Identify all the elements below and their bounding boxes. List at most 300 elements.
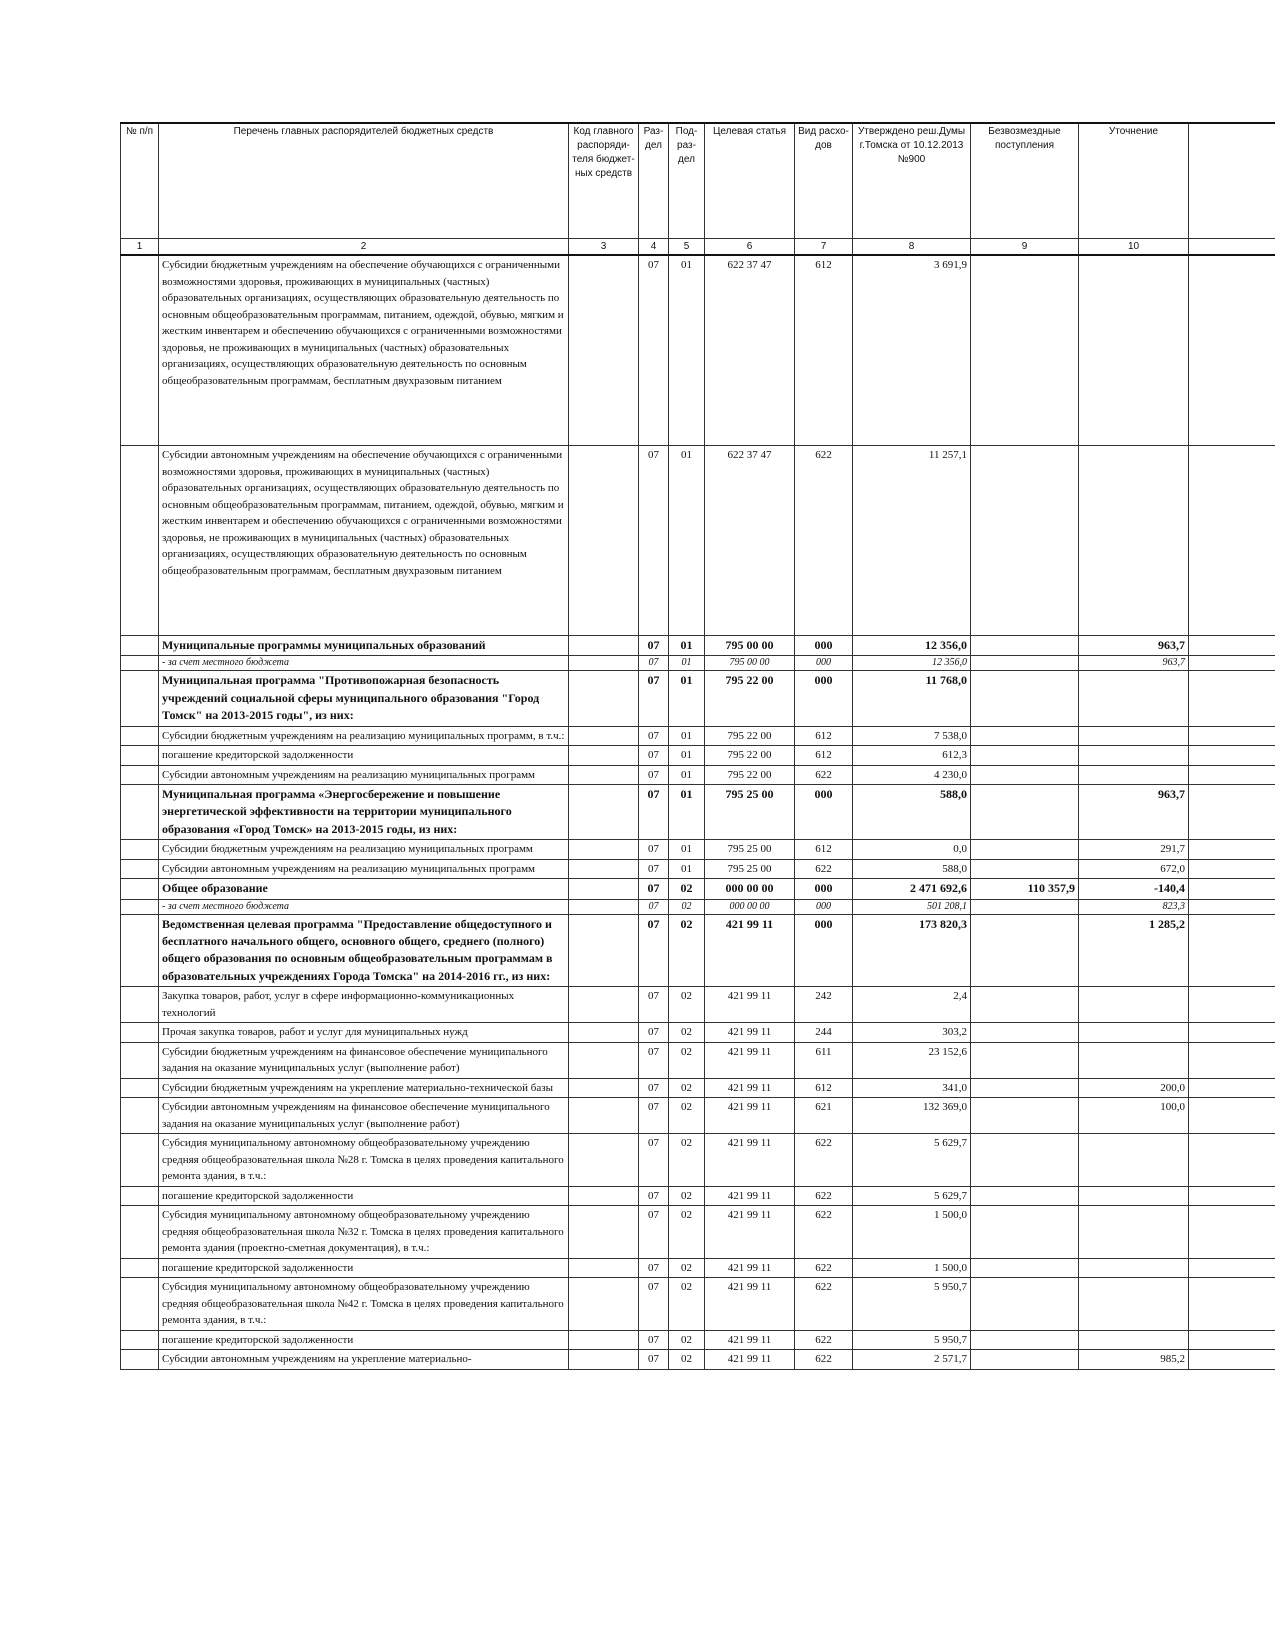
row-clarify: 100,0	[1079, 1098, 1189, 1134]
row-podrazdel: 02	[669, 1042, 705, 1078]
row-number	[121, 656, 159, 671]
row-podrazdel: 02	[669, 1258, 705, 1278]
row-number	[121, 726, 159, 746]
row-article: 795 25 00	[705, 840, 795, 860]
column-number: 6	[705, 239, 795, 256]
row-approved: 1 500,0	[853, 1206, 971, 1259]
row-number	[121, 840, 159, 860]
budget-table	[120, 122, 1275, 1370]
row-grants	[971, 671, 1079, 726]
row-approved: 3 691,9	[853, 255, 971, 446]
row-clarify	[1079, 1258, 1189, 1278]
row-podrazdel: 01	[669, 785, 705, 840]
row-number	[121, 636, 159, 656]
row-podrazdel: 02	[669, 1350, 705, 1370]
row-number	[121, 446, 159, 636]
row-razdel: 07	[639, 1278, 669, 1331]
column-number: 10	[1079, 239, 1189, 256]
row-approved: 11 768,0	[853, 671, 971, 726]
row-article: 000 00 00	[705, 879, 795, 899]
row-article: 795 22 00	[705, 726, 795, 746]
row-razdel: 07	[639, 765, 669, 785]
row-name: Субсидии бюджетным учреждениям на укрепление материально-технической базы	[159, 1078, 569, 1098]
row-razdel: 07	[639, 1330, 669, 1350]
row-grants	[971, 785, 1079, 840]
table-row	[121, 1078, 1275, 1098]
row-approved: 303,2	[853, 1023, 971, 1043]
row-vid: 612	[795, 840, 853, 860]
row-podrazdel: 02	[669, 1023, 705, 1043]
row-clarify	[1079, 446, 1189, 636]
row-number	[121, 1078, 159, 1098]
row-vid: 000	[795, 899, 853, 914]
row-vid: 612	[795, 746, 853, 766]
row-extra	[1189, 879, 1275, 899]
row-article: 421 99 11	[705, 1134, 795, 1187]
row-grants	[971, 1042, 1079, 1078]
row-vid: 622	[795, 446, 853, 636]
column-number: 5	[669, 239, 705, 256]
row-razdel: 07	[639, 636, 669, 656]
row-clarify	[1079, 1023, 1189, 1043]
row-number	[121, 1258, 159, 1278]
row-clarify: -140,4	[1079, 879, 1189, 899]
row-number	[121, 765, 159, 785]
column-number: 9	[971, 239, 1079, 256]
row-vid: 611	[795, 1042, 853, 1078]
column-number: 4	[639, 239, 669, 256]
row-extra	[1189, 671, 1275, 726]
row-podrazdel: 01	[669, 746, 705, 766]
row-vid: 622	[795, 1258, 853, 1278]
row-article: 421 99 11	[705, 1278, 795, 1331]
row-code	[569, 1278, 639, 1331]
row-vid: 244	[795, 1023, 853, 1043]
table-row	[121, 1098, 1275, 1134]
row-grants	[971, 446, 1079, 636]
row-vid: 622	[795, 1134, 853, 1187]
row-name: Субсидия муниципальному автономному общеобразовательному учреждению средняя общеобразовательная школа №32 г. Томска в целях проведения капитального ремонта здания (проектно-сметная документация), в т.ч.:	[159, 1206, 569, 1259]
row-number	[121, 1278, 159, 1331]
column-number-extra	[1189, 239, 1275, 256]
row-article: 795 22 00	[705, 671, 795, 726]
row-extra	[1189, 446, 1275, 636]
budget-document	[120, 122, 1275, 1650]
row-article: 795 25 00	[705, 785, 795, 840]
row-razdel: 07	[639, 1023, 669, 1043]
row-vid: 622	[795, 1186, 853, 1206]
header-approved: Утверждено реш.Думы г.Томска от 10.12.2013 №900	[853, 123, 971, 239]
row-vid: 000	[795, 671, 853, 726]
row-grants	[971, 899, 1079, 914]
row-number	[121, 879, 159, 899]
row-number	[121, 987, 159, 1023]
row-name: Закупка товаров, работ, услуг в сфере информационно-коммуникационных технологий	[159, 987, 569, 1023]
row-clarify	[1079, 255, 1189, 446]
row-name: Субсидии бюджетным учреждениям на реализацию муниципальных программ, в т.ч.:	[159, 726, 569, 746]
row-podrazdel: 02	[669, 1134, 705, 1187]
row-razdel: 07	[639, 726, 669, 746]
row-razdel: 07	[639, 1078, 669, 1098]
row-clarify	[1079, 1206, 1189, 1259]
row-podrazdel: 02	[669, 1078, 705, 1098]
row-code	[569, 899, 639, 914]
row-extra	[1189, 726, 1275, 746]
row-number	[121, 1023, 159, 1043]
row-name: Субсидии автономным учреждениям на обеспечение обучающихся с ограниченными возможностями здоровья, проживающих в муниципальных (частных) образовательных организациях, осуществляющих образовательную деятельность по основным общеобразовательным программам, питанием, одеждой, обувью, мягким и жестким инвентарем и обеспечению обучающихся с ограниченными возможностями здоровья, не проживающих в муниципальных (частных) образовательных организациях, осуществляющих образовательную деятельность по основным общеобразовательным программам, бесплатным двухразовым питанием	[159, 446, 569, 636]
row-razdel: 07	[639, 746, 669, 766]
header-name: Перечень главных распорядителей бюджетных средств	[159, 123, 569, 239]
column-number-row	[121, 239, 1275, 256]
row-approved: 23 152,6	[853, 1042, 971, 1078]
row-article: 421 99 11	[705, 1258, 795, 1278]
row-approved: 4 230,0	[853, 765, 971, 785]
row-clarify	[1079, 1134, 1189, 1187]
row-article: 421 99 11	[705, 1206, 795, 1259]
header-article: Целевая статья	[705, 123, 795, 239]
row-grants	[971, 1258, 1079, 1278]
row-razdel: 07	[639, 1042, 669, 1078]
row-number	[121, 785, 159, 840]
row-name: Субсидия муниципальному автономному общеобразовательному учреждению средняя общеобразовательная школа №42 г. Томска в целях проведения капитального ремонта здания, в т.ч.:	[159, 1278, 569, 1331]
row-approved: 588,0	[853, 859, 971, 879]
header-podrazdel: Под-раз-дел	[669, 123, 705, 239]
header-code: Код главного распоряди-теля бюджет-ных средств	[569, 123, 639, 239]
row-number	[121, 914, 159, 987]
row-extra	[1189, 899, 1275, 914]
row-extra	[1189, 987, 1275, 1023]
row-vid: 622	[795, 765, 853, 785]
row-approved: 173 820,3	[853, 914, 971, 987]
row-clarify: 672,0	[1079, 859, 1189, 879]
row-name: Субсидии автономным учреждениям на укрепление материально-	[159, 1350, 569, 1370]
table-row	[121, 726, 1275, 746]
row-clarify	[1079, 765, 1189, 785]
row-razdel: 07	[639, 1098, 669, 1134]
row-approved: 501 208,1	[853, 899, 971, 914]
row-name: Муниципальная программа "Противопожарная безопасность учреждений социальной сферы муниципального образования "Город Томск" на 2013-2015 годы", из них:	[159, 671, 569, 726]
row-vid: 612	[795, 726, 853, 746]
row-code	[569, 1330, 639, 1350]
table-row	[121, 899, 1275, 914]
row-grants	[971, 765, 1079, 785]
row-extra	[1189, 1186, 1275, 1206]
row-number	[121, 1042, 159, 1078]
row-code	[569, 1134, 639, 1187]
row-podrazdel: 01	[669, 765, 705, 785]
row-razdel: 07	[639, 1258, 669, 1278]
row-approved: 12 356,0	[853, 636, 971, 656]
row-podrazdel: 02	[669, 1098, 705, 1134]
row-article: 622 37 47	[705, 255, 795, 446]
row-grants	[971, 255, 1079, 446]
row-approved: 7 538,0	[853, 726, 971, 746]
row-podrazdel: 01	[669, 840, 705, 860]
row-extra	[1189, 785, 1275, 840]
row-razdel: 07	[639, 446, 669, 636]
row-article: 421 99 11	[705, 1023, 795, 1043]
row-article: 795 22 00	[705, 765, 795, 785]
row-article: 000 00 00	[705, 899, 795, 914]
row-extra	[1189, 656, 1275, 671]
column-number: 1	[121, 239, 159, 256]
row-grants	[971, 914, 1079, 987]
row-extra	[1189, 1330, 1275, 1350]
row-razdel: 07	[639, 879, 669, 899]
table-row	[121, 840, 1275, 860]
row-razdel: 07	[639, 1186, 669, 1206]
row-grants	[971, 1098, 1079, 1134]
row-extra	[1189, 1042, 1275, 1078]
row-vid: 000	[795, 785, 853, 840]
row-code	[569, 785, 639, 840]
row-approved: 612,3	[853, 746, 971, 766]
table-row	[121, 1186, 1275, 1206]
row-number	[121, 1350, 159, 1370]
row-article: 421 99 11	[705, 1350, 795, 1370]
row-clarify	[1079, 1278, 1189, 1331]
header-grants: Безвозмездные поступления	[971, 123, 1079, 239]
row-clarify	[1079, 671, 1189, 726]
row-grants	[971, 840, 1079, 860]
row-article: 795 00 00	[705, 636, 795, 656]
table-row	[121, 879, 1275, 899]
row-name: Прочая закупка товаров, работ и услуг для муниципальных нужд	[159, 1023, 569, 1043]
row-razdel: 07	[639, 656, 669, 671]
row-podrazdel: 01	[669, 859, 705, 879]
row-number	[121, 1330, 159, 1350]
row-article: 421 99 11	[705, 987, 795, 1023]
row-clarify	[1079, 1186, 1189, 1206]
row-extra	[1189, 1278, 1275, 1331]
table-row	[121, 785, 1275, 840]
row-podrazdel: 02	[669, 1206, 705, 1259]
row-grants	[971, 726, 1079, 746]
row-vid: 242	[795, 987, 853, 1023]
row-podrazdel: 02	[669, 914, 705, 987]
row-code	[569, 765, 639, 785]
header-num: № п/п	[121, 123, 159, 239]
table-row	[121, 255, 1275, 446]
row-podrazdel: 01	[669, 255, 705, 446]
row-name: - за счет местного бюджета	[159, 899, 569, 914]
row-podrazdel: 02	[669, 899, 705, 914]
row-grants	[971, 656, 1079, 671]
row-razdel: 07	[639, 840, 669, 860]
row-grants	[971, 987, 1079, 1023]
row-grants	[971, 1350, 1079, 1370]
table-row	[121, 446, 1275, 636]
row-extra	[1189, 255, 1275, 446]
column-number: 7	[795, 239, 853, 256]
row-code	[569, 1350, 639, 1370]
row-code	[569, 1206, 639, 1259]
row-approved: 5 629,7	[853, 1186, 971, 1206]
row-article: 421 99 11	[705, 1186, 795, 1206]
row-article: 795 25 00	[705, 859, 795, 879]
row-name: Муниципальная программа «Энергосбережение и повышение энергетической эффективности на территории муниципального образования «Город Томск» на 2013-2015 годы, из них:	[159, 785, 569, 840]
row-podrazdel: 01	[669, 726, 705, 746]
row-code	[569, 1042, 639, 1078]
row-approved: 588,0	[853, 785, 971, 840]
row-code	[569, 746, 639, 766]
row-article: 795 00 00	[705, 656, 795, 671]
row-approved: 5 950,7	[853, 1330, 971, 1350]
row-grants: 110 357,9	[971, 879, 1079, 899]
row-code	[569, 840, 639, 860]
row-podrazdel: 02	[669, 879, 705, 899]
table-row	[121, 636, 1275, 656]
row-extra	[1189, 1023, 1275, 1043]
row-razdel: 07	[639, 987, 669, 1023]
table-row	[121, 914, 1275, 987]
row-approved: 2,4	[853, 987, 971, 1023]
row-approved: 12 356,0	[853, 656, 971, 671]
row-clarify: 291,7	[1079, 840, 1189, 860]
row-name: Субсидии автономным учреждениям на реализацию муниципальных программ	[159, 765, 569, 785]
column-number: 8	[853, 239, 971, 256]
table-row	[121, 1134, 1275, 1187]
table-row	[121, 987, 1275, 1023]
row-number	[121, 899, 159, 914]
row-podrazdel: 01	[669, 446, 705, 636]
row-vid: 612	[795, 1078, 853, 1098]
header-vid: Вид расхо-дов	[795, 123, 853, 239]
row-razdel: 07	[639, 785, 669, 840]
row-clarify: 200,0	[1079, 1078, 1189, 1098]
row-article: 795 22 00	[705, 746, 795, 766]
table-row	[121, 1206, 1275, 1259]
row-podrazdel: 02	[669, 1278, 705, 1331]
row-number	[121, 746, 159, 766]
row-vid: 000	[795, 914, 853, 987]
row-grants	[971, 1330, 1079, 1350]
table-row	[121, 746, 1275, 766]
row-code	[569, 1023, 639, 1043]
row-vid: 621	[795, 1098, 853, 1134]
row-number	[121, 1186, 159, 1206]
row-grants	[971, 1023, 1079, 1043]
row-number	[121, 1206, 159, 1259]
row-name: Субсидии автономным учреждениям на реализацию муниципальных программ	[159, 859, 569, 879]
table-row	[121, 671, 1275, 726]
row-approved: 11 257,1	[853, 446, 971, 636]
row-code	[569, 446, 639, 636]
table-row	[121, 1042, 1275, 1078]
row-number	[121, 1134, 159, 1187]
row-approved: 1 500,0	[853, 1258, 971, 1278]
table-row	[121, 765, 1275, 785]
row-name: - за счет местного бюджета	[159, 656, 569, 671]
row-code	[569, 1186, 639, 1206]
table-row	[121, 1278, 1275, 1331]
row-grants	[971, 1206, 1079, 1259]
table-row	[121, 656, 1275, 671]
row-extra	[1189, 840, 1275, 860]
row-name: Субсидии бюджетным учреждениям на реализацию муниципальных программ	[159, 840, 569, 860]
header-razdel: Раз-дел	[639, 123, 669, 239]
table-row	[121, 1350, 1275, 1370]
row-podrazdel: 02	[669, 987, 705, 1023]
row-grants	[971, 1134, 1079, 1187]
row-name: погашение кредиторской задолженности	[159, 1258, 569, 1278]
row-clarify: 1 285,2	[1079, 914, 1189, 987]
row-code	[569, 656, 639, 671]
row-name: погашение кредиторской задолженности	[159, 1186, 569, 1206]
row-code	[569, 636, 639, 656]
row-approved: 132 369,0	[853, 1098, 971, 1134]
row-approved: 0,0	[853, 840, 971, 860]
row-extra	[1189, 746, 1275, 766]
row-razdel: 07	[639, 914, 669, 987]
row-extra	[1189, 765, 1275, 785]
row-vid: 622	[795, 1350, 853, 1370]
row-approved: 5 629,7	[853, 1134, 971, 1187]
row-razdel: 07	[639, 859, 669, 879]
row-vid: 000	[795, 656, 853, 671]
row-podrazdel: 01	[669, 671, 705, 726]
row-grants	[971, 1186, 1079, 1206]
row-code	[569, 1258, 639, 1278]
row-clarify	[1079, 746, 1189, 766]
row-grants	[971, 636, 1079, 656]
row-grants	[971, 746, 1079, 766]
row-name: Ведомственная целевая программа "Предоставление общедоступного и бесплатного начального общего, основного общего, среднего (полного) общего образования по основным общеобразовательным программам в образовательных учреждениях Города Томска" на 2014-2016 гг., из них:	[159, 914, 569, 987]
row-name: Общее образование	[159, 879, 569, 899]
row-podrazdel: 01	[669, 636, 705, 656]
row-number	[121, 859, 159, 879]
row-razdel: 07	[639, 1134, 669, 1187]
row-article: 622 37 47	[705, 446, 795, 636]
row-grants	[971, 859, 1079, 879]
row-extra	[1189, 1078, 1275, 1098]
row-code	[569, 1078, 639, 1098]
row-extra	[1189, 914, 1275, 987]
table-row	[121, 1258, 1275, 1278]
row-code	[569, 987, 639, 1023]
row-vid: 622	[795, 1206, 853, 1259]
row-vid: 000	[795, 879, 853, 899]
row-vid: 622	[795, 859, 853, 879]
row-code	[569, 879, 639, 899]
row-code	[569, 671, 639, 726]
row-clarify	[1079, 1042, 1189, 1078]
row-extra	[1189, 859, 1275, 879]
row-extra	[1189, 636, 1275, 656]
row-approved: 5 950,7	[853, 1278, 971, 1331]
row-razdel: 07	[639, 1350, 669, 1370]
row-extra	[1189, 1206, 1275, 1259]
row-clarify	[1079, 726, 1189, 746]
row-code	[569, 914, 639, 987]
row-clarify	[1079, 1330, 1189, 1350]
row-approved: 2 471 692,6	[853, 879, 971, 899]
row-podrazdel: 01	[669, 656, 705, 671]
row-name: погашение кредиторской задолженности	[159, 1330, 569, 1350]
row-name: Муниципальные программы муниципальных образований	[159, 636, 569, 656]
row-code	[569, 1098, 639, 1134]
row-grants	[971, 1078, 1079, 1098]
row-extra	[1189, 1258, 1275, 1278]
column-number: 3	[569, 239, 639, 256]
row-clarify: 963,7	[1079, 656, 1189, 671]
row-razdel: 07	[639, 255, 669, 446]
row-extra	[1189, 1350, 1275, 1370]
header-row	[121, 123, 1275, 239]
row-vid: 622	[795, 1330, 853, 1350]
row-grants	[971, 1278, 1079, 1331]
table-row	[121, 1330, 1275, 1350]
